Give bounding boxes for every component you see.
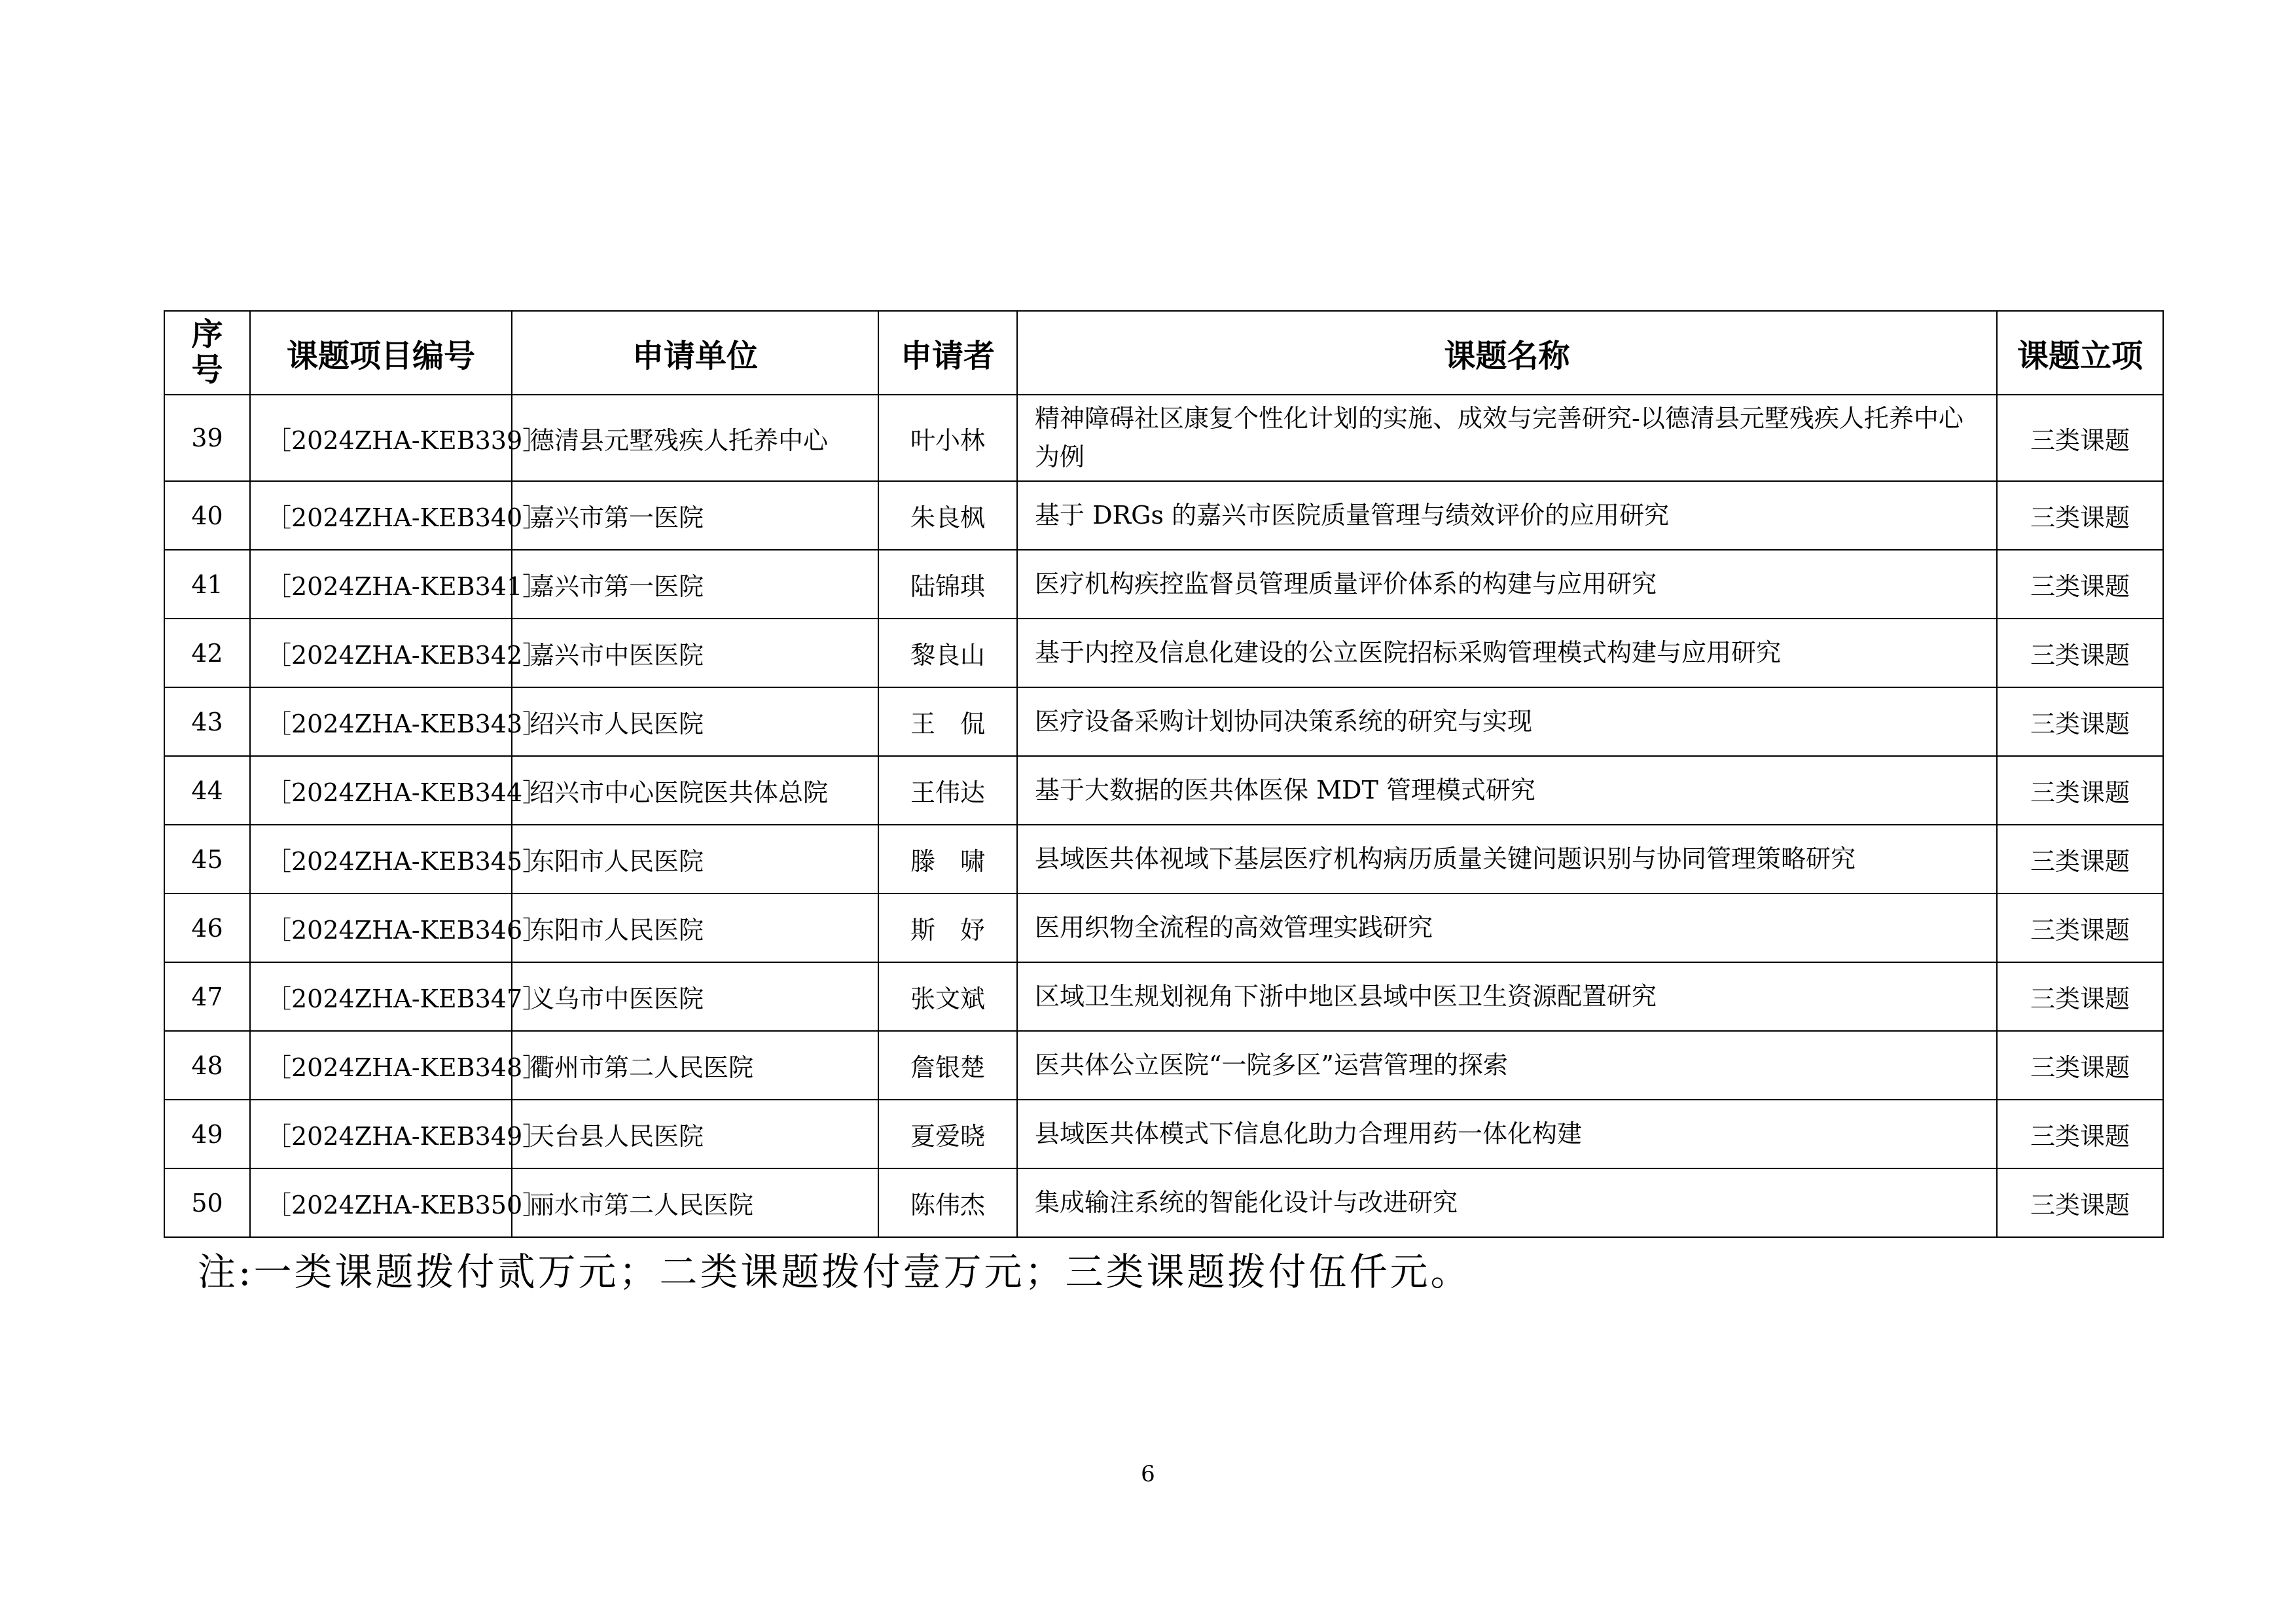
header-seq-line1: 序 [191,316,223,353]
cell-code: ［2024ZHA-KEB341］ [250,550,512,619]
table-row [164,1031,2163,1100]
cell-category: 三类课题 [1997,962,2163,1031]
cell-code: ［2024ZHA-KEB349］ [250,1100,512,1168]
cell-category: 三类课题 [1997,687,2163,756]
funding-note: 注:一类课题拨付贰万元；二类课题拨付壹万元；三类课题拨付伍仟元。 [198,1250,1471,1294]
table-row [164,395,2163,481]
cell-code: ［2024ZHA-KEB350］ [250,1168,512,1237]
table-row [164,619,2163,687]
cell-code: ［2024ZHA-KEB348］ [250,1031,512,1100]
table-header-row [164,311,2163,395]
page-number: 6 [1141,1461,1155,1487]
cell-unit: 天台县人民医院 [512,1100,878,1168]
cell-code: ［2024ZHA-KEB345］ [250,825,512,893]
cell-unit: 绍兴市人民医院 [512,687,878,756]
cell-seq: 43 [164,687,250,756]
cell-applicant: 陆锦琪 [878,550,1017,619]
table-row [164,1168,2163,1237]
cell-category: 三类课题 [1997,756,2163,825]
cell-title: 基于大数据的医共体医保 MDT 管理模式研究 [1017,756,1997,825]
cell-title: 县域医共体视域下基层医疗机构病历质量关键问题识别与协同管理策略研究 [1017,825,1997,893]
cell-unit: 绍兴市中心医院医共体总院 [512,756,878,825]
cell-applicant: 叶小林 [878,395,1017,481]
cell-title: 医疗机构疾控监督员管理质量评价体系的构建与应用研究 [1017,550,1997,619]
cell-applicant: 陈伟杰 [878,1168,1017,1237]
cell-applicant: 王伟达 [878,756,1017,825]
cell-seq: 49 [164,1100,250,1168]
cell-title: 县域医共体模式下信息化助力合理用药一体化构建 [1017,1100,1997,1168]
cell-unit: 嘉兴市第一医院 [512,481,878,550]
cell-seq: 48 [164,1031,250,1100]
cell-category: 三类课题 [1997,395,2163,481]
cell-applicant: 张文斌 [878,962,1017,1031]
header-seq [164,311,250,395]
cell-seq: 39 [164,395,250,481]
table-row [164,550,2163,619]
cell-applicant: 斯 妤 [878,893,1017,962]
header-code: 课题项目编号 [250,311,512,395]
cell-title: 医用织物全流程的高效管理实践研究 [1017,893,1997,962]
cell-code: ［2024ZHA-KEB347］ [250,962,512,1031]
cell-unit: 衢州市第二人民医院 [512,1031,878,1100]
table-row [164,756,2163,825]
cell-seq: 42 [164,619,250,687]
table-row [164,1100,2163,1168]
cell-code: ［2024ZHA-KEB343］ [250,687,512,756]
cell-category: 三类课题 [1997,550,2163,619]
cell-seq: 50 [164,1168,250,1237]
cell-title: 集成输注系统的智能化设计与改进研究 [1017,1168,1997,1237]
cell-applicant: 夏爱晓 [878,1100,1017,1168]
cell-unit: 丽水市第二人民医院 [512,1168,878,1237]
cell-seq: 40 [164,481,250,550]
cell-category: 三类课题 [1997,1168,2163,1237]
header-category: 课题立项 [1997,311,2163,395]
cell-category: 三类课题 [1997,1100,2163,1168]
cell-seq: 41 [164,550,250,619]
table-row [164,893,2163,962]
cell-unit: 嘉兴市第一医院 [512,550,878,619]
table-row [164,825,2163,893]
cell-title: 医共体公立医院“一院多区”运营管理的探索 [1017,1031,1997,1100]
cell-title: 医疗设备采购计划协同决策系统的研究与实现 [1017,687,1997,756]
cell-title: 区域卫生规划视角下浙中地区县域中医卫生资源配置研究 [1017,962,1997,1031]
table-row [164,962,2163,1031]
cell-category: 三类课题 [1997,1031,2163,1100]
cell-code: ［2024ZHA-KEB346］ [250,893,512,962]
cell-category: 三类课题 [1997,481,2163,550]
table-row [164,687,2163,756]
cell-code: ［2024ZHA-KEB342］ [250,619,512,687]
cell-category: 三类课题 [1997,825,2163,893]
cell-title: 基于 DRGs 的嘉兴市医院质量管理与绩效评价的应用研究 [1017,481,1997,550]
cell-title: 基于内控及信息化建设的公立医院招标采购管理模式构建与应用研究 [1017,619,1997,687]
cell-applicant: 詹银楚 [878,1031,1017,1100]
cell-code: ［2024ZHA-KEB340］ [250,481,512,550]
cell-unit: 嘉兴市中医医院 [512,619,878,687]
cell-seq: 47 [164,962,250,1031]
header-unit: 申请单位 [512,311,878,395]
cell-unit: 德清县元墅残疾人托养中心 [512,395,878,481]
cell-category: 三类课题 [1997,619,2163,687]
cell-unit: 义乌市中医医院 [512,962,878,1031]
cell-applicant: 黎良山 [878,619,1017,687]
table-row [164,481,2163,550]
cell-code: ［2024ZHA-KEB344］ [250,756,512,825]
cell-applicant: 王 侃 [878,687,1017,756]
cell-seq: 44 [164,756,250,825]
cell-seq: 46 [164,893,250,962]
cell-unit: 东阳市人民医院 [512,893,878,962]
cell-seq: 45 [164,825,250,893]
header-person: 申请者 [878,311,1017,395]
cell-applicant: 朱良枫 [878,481,1017,550]
header-seq-line2: 号 [191,352,223,388]
cell-code: ［2024ZHA-KEB339］ [250,395,512,481]
header-title: 课题名称 [1017,311,1997,395]
cell-unit: 东阳市人民医院 [512,825,878,893]
cell-category: 三类课题 [1997,893,2163,962]
project-table [164,310,2164,1238]
cell-applicant: 滕 啸 [878,825,1017,893]
cell-title: 精神障碍社区康复个性化计划的实施、成效与完善研究-以德清县元墅残疾人托养中心为例 [1017,395,1997,481]
